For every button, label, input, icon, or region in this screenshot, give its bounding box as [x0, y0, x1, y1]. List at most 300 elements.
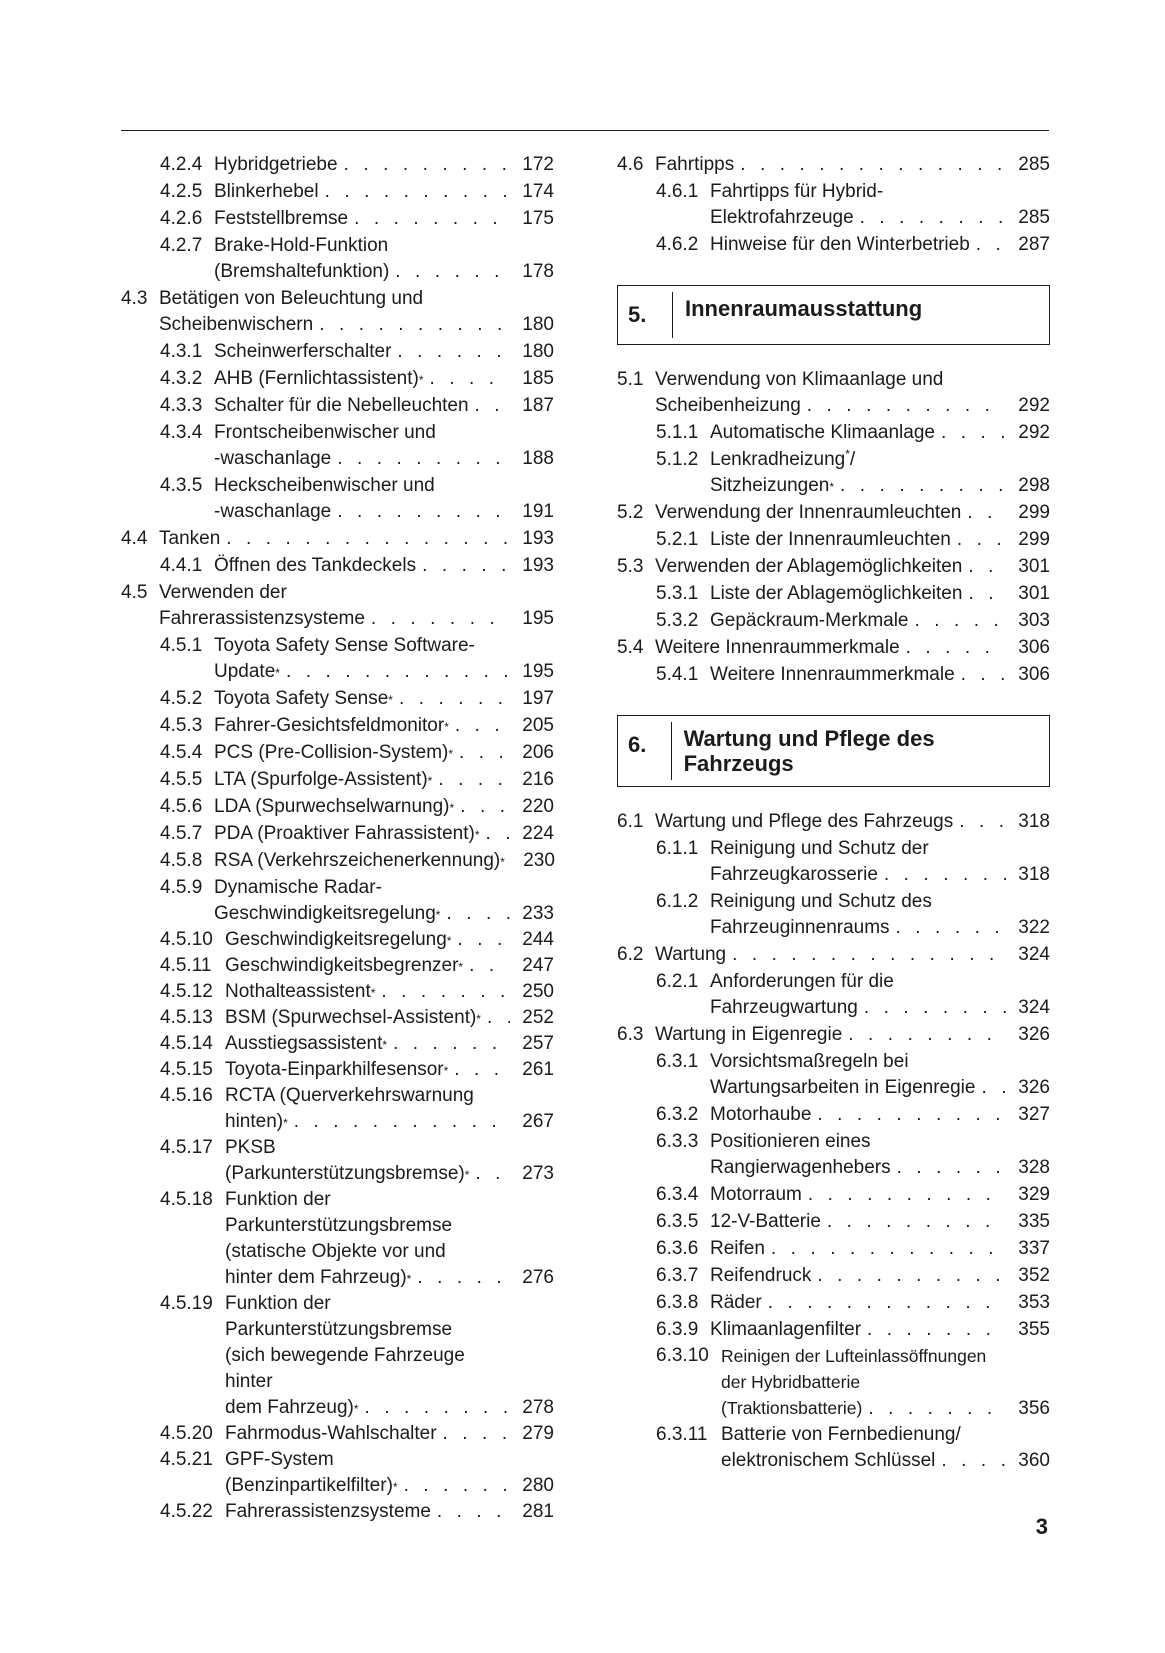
toc-entry-line: Weitere Innenraummerkmale	[655, 637, 900, 658]
toc-entry-page: 322	[1018, 917, 1050, 938]
leader-dots	[957, 527, 1006, 553]
toc-entry[interactable]	[121, 1291, 554, 1421]
toc-entry-number: 4.2.4	[160, 154, 203, 175]
toc-entry-page: 206	[522, 742, 554, 763]
toc-entry-page: 328	[1018, 1157, 1050, 1178]
toc-entry-number: 6.3.11	[656, 1424, 708, 1445]
toc-entry-line: Fahrmodus-Wahlschalter	[225, 1423, 437, 1444]
toc-entry[interactable]	[617, 1317, 1050, 1343]
toc-entry[interactable]	[121, 286, 554, 338]
toc-entry-number: 4.5.9	[160, 877, 203, 898]
toc-entry-last-line	[710, 527, 1050, 553]
toc-entry[interactable]	[617, 635, 1050, 661]
toc-entry-page: 261	[522, 1059, 554, 1080]
toc-entry-number: 5.1.1	[656, 422, 699, 443]
toc-entry-last-line: PDA (Proaktiver Fahrassistent) * . . . 224	[214, 821, 554, 847]
leader-dots	[337, 499, 510, 525]
toc-entry-line: Anforderungen für die	[710, 971, 894, 992]
toc-entry-page: 306	[1018, 664, 1050, 685]
toc-entry-number: 4.5.10	[160, 929, 213, 950]
toc-entry-line: Wartungsarbeiten in Eigenregie	[710, 1077, 976, 1098]
toc-entry-page: 324	[1018, 997, 1050, 1018]
toc-entry-line: Motorraum	[710, 1184, 802, 1205]
toc-entry-page: 197	[522, 688, 554, 709]
toc-entry[interactable]	[121, 1031, 554, 1057]
toc-entry-page: 276	[522, 1267, 554, 1288]
toc-entry[interactable]	[121, 580, 554, 632]
leader-dots	[827, 1209, 1006, 1235]
toc-entry-last-line	[214, 393, 554, 419]
toc-entry[interactable]	[617, 1290, 1050, 1316]
toc-entry-last-line	[710, 1290, 1050, 1316]
toc-entry-last-line: LDA (Spurwechselwarnung) * . . . 220	[214, 794, 554, 820]
toc-entry-line: Verwendung von Klimaanlage und	[655, 369, 944, 390]
leader-dots	[319, 312, 510, 338]
toc-entry-text	[617, 367, 1050, 419]
toc-entry[interactable]	[121, 979, 554, 1005]
toc-entry-number: 4.5.7	[160, 823, 203, 844]
leader-dots	[968, 581, 1006, 607]
toc-entry[interactable]	[121, 1447, 554, 1499]
toc-entry-number: 4.5.11	[160, 955, 212, 976]
toc-entry-page: 230	[523, 850, 555, 871]
toc-entry-last-line	[225, 1421, 554, 1447]
toc-entry-line: Reinigung und Schutz des	[710, 891, 932, 912]
toc-entry[interactable]	[121, 821, 554, 847]
toc-entry[interactable]	[617, 420, 1050, 446]
toc-entry-page: 233	[522, 903, 554, 924]
toc-entry[interactable]	[617, 500, 1050, 526]
toc-entry[interactable]	[121, 206, 554, 232]
toc-entry-page: 353	[1018, 1292, 1050, 1313]
toc-entry[interactable]	[617, 1049, 1050, 1101]
toc-entry-line: Sitzheizungen	[710, 475, 830, 496]
toc-entry-line: Fahrtipps für Hybrid-	[710, 181, 884, 202]
leader-dots	[848, 1022, 1006, 1048]
toc-entry[interactable]	[121, 473, 554, 525]
toc-entry-line: Fahrerassistenzsysteme	[159, 608, 365, 629]
leader-dots	[294, 1109, 510, 1135]
leader-dots	[860, 205, 1006, 231]
toc-entry-page: 285	[1018, 154, 1050, 175]
toc-entry-page: 191	[522, 501, 554, 522]
toc-entry[interactable]	[121, 1057, 554, 1083]
toc-entry[interactable]	[121, 1499, 554, 1525]
toc-entry[interactable]	[121, 526, 554, 552]
toc-entry-last-line	[710, 1102, 1050, 1128]
leader-dots	[325, 179, 510, 205]
toc-entry-line: Reinigen der Lufteinlassöffnungen	[721, 1346, 987, 1366]
toc-entry-number: 4.2.5	[160, 181, 203, 202]
toc-entry-number: 6.3	[617, 1024, 644, 1045]
toc-entry[interactable]	[121, 633, 554, 685]
leader-dots	[771, 1236, 1006, 1262]
leader-dots	[968, 554, 1006, 580]
toc-entry[interactable]	[121, 767, 554, 793]
toc-entry-line: Räder	[710, 1292, 762, 1313]
toc-entry-last-line	[710, 420, 1050, 446]
toc-entry[interactable]	[617, 152, 1050, 178]
toc-entry-number: 6.2	[617, 944, 644, 965]
toc-entry-last-line	[710, 915, 1050, 941]
toc-entry-line: Funktion der	[225, 1293, 331, 1314]
toc-entry-line: -waschanlage	[214, 501, 332, 522]
toc-entry-page: 178	[522, 261, 554, 282]
toc-entry[interactable]	[617, 447, 1050, 499]
leader-dots	[884, 862, 1006, 888]
toc-entry[interactable]	[121, 848, 554, 874]
toc-entry-page: 257	[522, 1033, 554, 1054]
toc-entry-page: 279	[522, 1423, 554, 1444]
toc-entry-line: Lenkradheizung*/	[710, 447, 856, 470]
toc-entry-line: Frontscheibenwischer und	[214, 422, 436, 443]
toc-entry-number: 6.3.6	[656, 1238, 699, 1259]
toc-entry-line: -waschanlage	[214, 448, 332, 469]
toc-entry-number: 4.5.18	[160, 1189, 213, 1210]
toc-entry-last-line	[159, 312, 554, 338]
toc-entry-line: Nothalteassistent	[225, 981, 371, 1002]
toc-entry-number: 4.5.1	[160, 635, 203, 656]
toc-entry[interactable]	[121, 1421, 554, 1447]
toc-entry[interactable]	[121, 927, 554, 953]
toc-entry[interactable]	[617, 179, 1050, 231]
leader-dots	[443, 1421, 510, 1447]
toc-entry[interactable]	[617, 809, 1050, 835]
toc-entry[interactable]	[617, 1129, 1050, 1181]
toc-entry[interactable]	[617, 608, 1050, 634]
toc-entry-page: 299	[1018, 502, 1050, 523]
toc-entry-number: 4.3.1	[160, 341, 203, 362]
toc-entry-line: Tanken	[159, 528, 221, 549]
toc-entry[interactable]	[121, 686, 554, 712]
toc-entry-line: AHB (Fernlichtassistent)	[214, 368, 419, 389]
toc-entry-number: 4.5.15	[160, 1059, 213, 1080]
toc-entry[interactable]	[121, 179, 554, 205]
leader-dots	[475, 393, 510, 419]
toc-entry[interactable]	[617, 1422, 1050, 1474]
toc-entry[interactable]	[121, 420, 554, 472]
chapter-number: 5.	[618, 292, 673, 338]
toc-entry-number: 4.5.4	[160, 742, 203, 763]
toc-entry-number: 6.3.4	[656, 1184, 699, 1205]
toc-entry-page: 280	[522, 1475, 554, 1496]
toc-entry-number: 4.6.1	[656, 181, 699, 202]
toc-entry-number: 4.5.17	[160, 1137, 213, 1158]
toc-entry-line: Toyota-Einparkhilfesensor	[225, 1059, 444, 1080]
toc-entry-line: PCS (Pre-Collision-System)	[214, 742, 449, 763]
toc-entry[interactable]	[617, 1343, 1050, 1422]
leader-dots	[460, 794, 510, 820]
toc-entry-page: 356	[1018, 1398, 1050, 1419]
leader-dots	[897, 1155, 1006, 1181]
toc-entry[interactable]	[121, 1083, 554, 1135]
toc-entry-line: 12-V-Batterie	[710, 1211, 821, 1232]
leader-dots	[475, 1161, 510, 1187]
toc-entry[interactable]	[121, 794, 554, 820]
toc-left-column	[121, 151, 554, 1525]
toc-entry-page: 329	[1018, 1184, 1050, 1205]
toc-entry-last-line	[655, 809, 1050, 835]
toc-entry-number: 5.2	[617, 502, 644, 523]
toc-entry-number: 4.5.6	[160, 796, 203, 817]
toc-entry-page: 180	[522, 314, 554, 335]
toc-entry[interactable]	[121, 1005, 554, 1031]
toc-entry[interactable]	[617, 367, 1050, 419]
toc-entry-line: Reinigung und Schutz der	[710, 838, 929, 859]
toc-entry-line: Verwenden der Ablagemöglichkeiten	[655, 556, 963, 577]
toc-entry-number: 6.1	[617, 811, 644, 832]
leader-dots	[455, 713, 510, 739]
toc-entry-page: 327	[1018, 1104, 1050, 1125]
toc-entry-number: 5.3.1	[656, 583, 699, 604]
leader-dots	[438, 767, 510, 793]
leader-dots	[354, 206, 510, 232]
toc-entry-number: 4.4.1	[160, 555, 203, 576]
toc-entry-page: 195	[522, 608, 554, 629]
toc-entry-line: Scheibenheizung	[655, 395, 801, 416]
toc-entry-line: Öffnen des Tankdeckels	[214, 555, 417, 576]
toc-entry[interactable]	[617, 1209, 1050, 1235]
toc-entry-line: Fahrzeuginnenraums	[710, 917, 890, 938]
toc-entry-last-line	[710, 1155, 1050, 1181]
toc-entry[interactable]	[121, 366, 554, 392]
toc-entry-line: Reifendruck	[710, 1265, 812, 1286]
toc-entry[interactable]	[617, 942, 1050, 968]
toc-entry-last-line: Geschwindigkeitsregelung * . . . 233	[214, 901, 554, 927]
toc-entry[interactable]	[617, 554, 1050, 580]
toc-entry-page: 303	[1018, 610, 1050, 631]
chapter-number: 6.	[618, 722, 672, 780]
leader-dots	[941, 1448, 1006, 1474]
toc-entry-text	[617, 1022, 1050, 1048]
toc-entry-text	[617, 942, 1050, 968]
toc-entry[interactable]	[617, 662, 1050, 688]
toc-entry[interactable]	[121, 152, 554, 178]
toc-entry-line: Automatische Klimaanlage	[710, 422, 935, 443]
toc-entry-last-line: hinten) * . . . 267	[225, 1109, 554, 1135]
toc-entry-line: Wartung in Eigenregie	[655, 1024, 843, 1045]
toc-entry-line: Fahrzeugkarosserie	[710, 864, 878, 885]
toc-entry-line: Batterie von Fernbedienung/	[721, 1424, 961, 1445]
toc-entry-page: 247	[522, 955, 554, 976]
toc-entry-page: 216	[522, 769, 554, 790]
toc-entry[interactable]	[121, 953, 554, 979]
toc-entry-number: 6.3.8	[656, 1292, 699, 1313]
toc-entry-page: 287	[1018, 234, 1050, 255]
toc-entry-last-line: hinter dem Fahrzeug) * . . . 276	[225, 1265, 554, 1291]
toc-entry-line: Weitere Innenraummerkmale	[710, 664, 955, 685]
toc-entry-page: 224	[522, 823, 554, 844]
toc-entry-line: Brake-Hold-Funktion	[214, 235, 389, 256]
toc-entry-line: Scheibenwischern	[159, 314, 314, 335]
toc-entry-last-line	[710, 1209, 1050, 1235]
leader-dots	[454, 1057, 510, 1083]
leader-dots	[417, 1265, 510, 1291]
leader-dots	[967, 500, 1006, 526]
toc-entry-last-line	[710, 1075, 1050, 1101]
toc-entry-last-line	[710, 1236, 1050, 1262]
toc-entry[interactable]	[617, 1022, 1050, 1048]
toc-entry-page: 244	[522, 929, 554, 950]
toc-entry[interactable]	[121, 1135, 554, 1187]
toc-entry-page: 324	[1018, 944, 1050, 965]
toc-entry-page: 298	[1018, 475, 1050, 496]
leader-dots	[807, 393, 1006, 419]
toc-entry-page: 193	[522, 555, 554, 576]
toc-entry[interactable]	[617, 1263, 1050, 1289]
toc-entry[interactable]	[617, 836, 1050, 888]
toc-entry-number: 4.5.12	[160, 981, 213, 1002]
toc-entry-line: RSA (Verkehrszeichenerkennung)	[214, 850, 501, 871]
toc-entry-last-line	[710, 608, 1050, 634]
toc-entry-last-line	[655, 393, 1050, 419]
toc-entry-line: Verwendung der Innenraumleuchten	[655, 502, 962, 523]
toc-entry-number: 5.3.2	[656, 610, 699, 631]
toc-entry-line: Geschwindigkeitsregelung	[225, 929, 447, 950]
toc-entry-page: 250	[522, 981, 554, 1002]
chapter-heading[interactable]	[617, 285, 1050, 345]
toc-entry-number: 6.3.5	[656, 1211, 699, 1232]
toc-entry[interactable]	[121, 553, 554, 579]
toc-entry-number: 4.5.16	[160, 1085, 213, 1106]
toc-entry-line: (Bremshaltefunktion)	[214, 261, 390, 282]
leader-dots	[337, 446, 510, 472]
toc-entry-line: Fahrtipps	[655, 154, 735, 175]
toc-entry-line: Positionieren eines	[710, 1131, 871, 1152]
toc-entry-last-line	[710, 662, 1050, 688]
toc-entry-last-line	[710, 1263, 1050, 1289]
toc-entry-page: 174	[522, 181, 554, 202]
toc-entry-page: 299	[1018, 529, 1050, 550]
toc-entry-line: Feststellbremse	[214, 208, 349, 229]
leader-dots	[981, 1075, 1006, 1101]
toc-entry-last-line: Toyota Safety Sense * . . . 197	[214, 686, 554, 712]
toc-entry-last-line	[214, 339, 554, 365]
toc-entry[interactable]	[617, 232, 1050, 258]
toc-entry-line: Parkunterstützungsbremse	[225, 1319, 453, 1340]
toc-entry-last-line: Fahrer-Gesichtsfeldmonitor * . . . 205	[214, 713, 554, 739]
toc-entry-last-line	[655, 500, 1050, 526]
leader-dots	[365, 1395, 510, 1421]
leader-dots	[393, 1031, 510, 1057]
toc-entry-line: Toyota Safety Sense	[214, 688, 389, 709]
toc-entry[interactable]	[121, 1187, 554, 1291]
toc-entry-line: Scheinwerferschalter	[214, 341, 392, 362]
toc-entry-line: der Hybridbatterie	[721, 1372, 861, 1392]
toc-entry-number: 4.5.22	[160, 1501, 213, 1522]
toc-entry-line: Liste der Ablagemöglichkeiten	[710, 583, 963, 604]
leader-dots	[437, 1499, 510, 1525]
toc-entry[interactable]	[121, 740, 554, 766]
toc-entry-last-line	[710, 862, 1050, 888]
toc-entry-page: 220	[522, 796, 554, 817]
leader-dots	[740, 152, 1006, 178]
toc-entry[interactable]	[617, 889, 1050, 941]
toc-entry[interactable]	[121, 875, 554, 927]
toc-entry-last-line: Update * . . . 195	[214, 659, 554, 685]
toc-entry-last-line: LTA (Spurfolge-Assistent) * . . . 216	[214, 767, 554, 793]
leader-dots	[395, 259, 510, 285]
toc-entry-page: 318	[1018, 811, 1050, 832]
toc-entry-line: hinten)	[225, 1111, 284, 1132]
toc-entry[interactable]	[617, 969, 1050, 1021]
toc-entry[interactable]	[121, 713, 554, 739]
toc-entry-last-line: AHB (Fernlichtassistent) * . . . 185	[214, 366, 554, 392]
toc-entry-line: PKSB	[225, 1137, 276, 1158]
toc-entry-number: 6.1.1	[656, 838, 699, 859]
leader-dots	[226, 526, 510, 552]
toc-entry-number: 4.5.5	[160, 769, 203, 790]
toc-entry-text	[617, 635, 1050, 661]
toc-entry-last-line	[655, 1022, 1050, 1048]
toc-entry-number: 6.3.7	[656, 1265, 699, 1286]
toc-entry-page: 292	[1018, 395, 1050, 416]
toc-entry-line: dem Fahrzeug)	[225, 1397, 354, 1418]
toc-entry-page: 355	[1018, 1319, 1050, 1340]
toc-right-column	[617, 151, 1050, 1474]
toc-entry-last-line: Nothalteassistent * . . . 250	[225, 979, 554, 1005]
toc-entry-page: 301	[1018, 583, 1050, 604]
toc-entry-page: 352	[1018, 1265, 1050, 1286]
toc-entry-line: Funktion der	[225, 1189, 331, 1210]
toc-entry-last-line	[159, 526, 554, 552]
toc-entry[interactable]	[617, 1182, 1050, 1208]
toc-entry-number: 5.2.1	[656, 529, 699, 550]
toc-entry[interactable]	[121, 393, 554, 419]
toc-entry-number: 5.1.2	[656, 449, 699, 470]
toc-entry-last-line	[655, 635, 1050, 661]
toc-entry-last-line	[710, 205, 1050, 231]
toc-entry-last-line: Geschwindigkeitsregelung * . . . 244	[225, 927, 554, 953]
toc-entry-line: Gepäckraum-Merkmale	[710, 610, 909, 631]
chapter-title: Wartung und Pflege des Fahrzeugs	[683, 726, 935, 776]
toc-entry-line: Motorhaube	[710, 1104, 812, 1125]
toc-entry-last-line	[214, 179, 554, 205]
footnote-marker: *	[845, 447, 850, 461]
toc-entry-last-line: Toyota-Einparkhilfesensor * . . . 261	[225, 1057, 554, 1083]
toc-entry-number: 4.3	[121, 288, 148, 309]
toc-entry-last-line	[710, 1182, 1050, 1208]
chapter-title: Innenraumausstattung	[685, 296, 923, 321]
toc-entry-line: RCTA (Querverkehrswarnung	[225, 1085, 474, 1106]
toc-entry[interactable]	[617, 1236, 1050, 1262]
toc-entry-line: LDA (Spurwechselwarnung)	[214, 796, 450, 817]
toc-entry-line: GPF-System	[225, 1449, 334, 1470]
toc-entry-last-line: Sitzheizungen * . . . 298	[710, 473, 1050, 499]
leader-dots	[896, 915, 1006, 941]
toc-entry-number: 4.5.14	[160, 1033, 213, 1054]
chapter-heading[interactable]	[617, 715, 1050, 787]
toc-entry-last-line: BSM (Spurwechsel-Assistent) * . . . 252	[225, 1005, 554, 1031]
toc-entry[interactable]	[121, 233, 554, 285]
toc-entry[interactable]	[617, 1102, 1050, 1128]
toc-entry-line: Update	[214, 661, 276, 682]
toc-entry-number: 4.3.4	[160, 422, 203, 443]
toc-entry-line: Fahrzeugwartung	[710, 997, 858, 1018]
toc-entry-number: 4.5.21	[160, 1449, 213, 1470]
leader-dots	[976, 232, 1006, 258]
toc-entry-last-line	[214, 499, 554, 525]
toc-entry-number: 4.2.6	[160, 208, 203, 229]
toc-entry-number: 4.5	[121, 582, 148, 603]
toc-entry[interactable]	[617, 527, 1050, 553]
leader-dots	[906, 635, 1006, 661]
toc-entry-number: 6.3.3	[656, 1131, 699, 1152]
toc-entry-line: elektronischem Schlüssel	[721, 1450, 936, 1471]
toc-entry-page: 172	[522, 154, 554, 175]
toc-entry[interactable]	[617, 581, 1050, 607]
toc-entry[interactable]	[121, 339, 554, 365]
